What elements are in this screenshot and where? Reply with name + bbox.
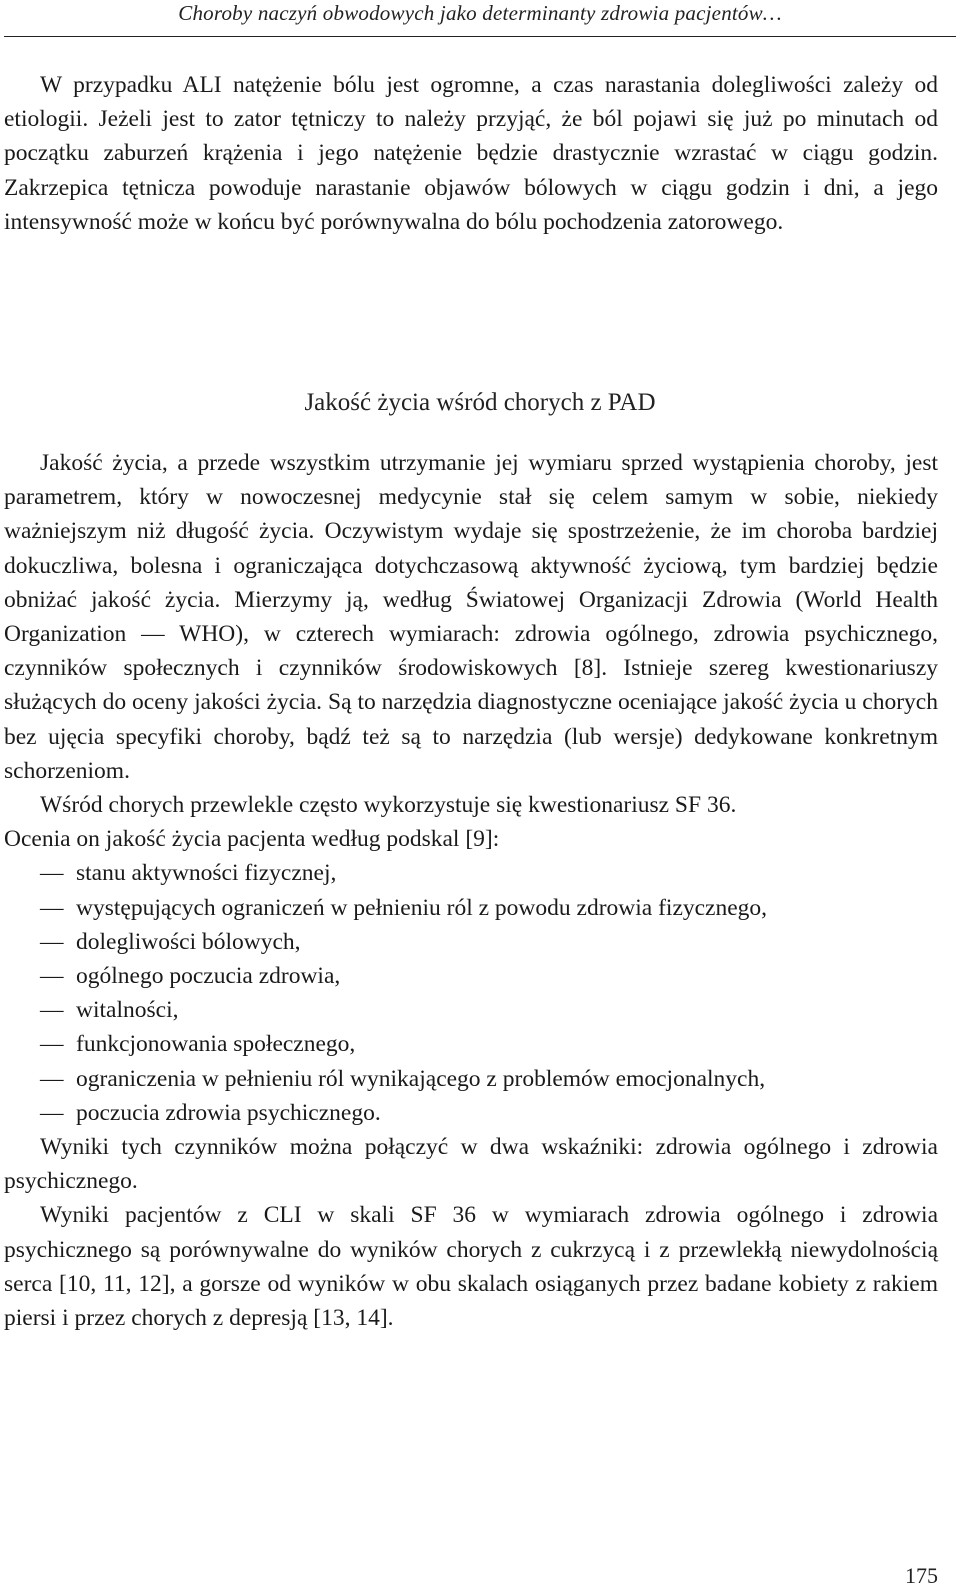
list-item-text: poczucia zdrowia psychicznego. — [76, 1099, 381, 1126]
dash-marker: — — [40, 860, 64, 887]
list-item — [4, 993, 938, 1027]
list-item — [4, 925, 938, 959]
section-paragraph-3: Wyniki tych czynników można połączyć w dwa wskaźniki: zdrowia ogólnego i zdrowia psychicznego. — [4, 1134, 938, 1195]
list-item-text: występujących ograniczeń w pełnieniu ról z powodu zdrowia fizycznego, — [76, 894, 768, 921]
list-item — [4, 1096, 938, 1130]
section-paragraph-1: Jakość życia, a przede wszystkim utrzymanie jej wymiaru sprzed wystąpienia choroby, jest parametrem, który w nowoczesnej medycynie stał się celem samym w sobie, niekiedy ważniejszym niż długość życia. Oczywistym wydaje się spostrzeżenie, że im choroba bardziej dokuczliwa, bolesna i ograniczająca dotychczasową aktywność życiową, tym bardziej będzie obniżać jakość życia. Mierzymy ją, według Światowej Organizacji Zdrowia (World Health Organization — WHO), w czterech wymiarach: zdrowia ogólnego, zdrowia psychicznego, czynników społecznych i czynników środowiskowych [8]. Istnieje szereg kwestionariuszy służących do oceny jakości życia. Są to narzędzia diagnostyczne oceniające jakość życia u chorych bez ujęcia specyfiki choroby, bądź też są to narzędzia (lub wersje) dedykowane konkretnym schorzeniom. — [4, 450, 938, 784]
list-item-text: ograniczenia w pełnieniu ról wynikającego z problemów emocjonalnych, — [76, 1065, 766, 1092]
dash-marker: — — [40, 997, 64, 1024]
dash-marker: — — [40, 1031, 64, 1058]
page-number: 175 — [905, 1563, 938, 1588]
dash-marker: — — [40, 1065, 64, 1092]
list-item — [4, 1062, 938, 1096]
running-header: Choroby naczyń obwodowych jako determinanty zdrowia pacjentów… — [4, 0, 956, 37]
list-item-text: stanu aktywności fizycznej, — [76, 860, 337, 887]
section-paragraph-2b: Ocenia on jakość życia pacjenta według podskal [9]: — [4, 826, 500, 853]
list-item-text: funkcjonowania społecznego, — [76, 1031, 356, 1058]
dash-marker: — — [40, 963, 64, 990]
list-item — [4, 856, 938, 890]
list-item — [4, 1027, 938, 1061]
dash-marker: — — [40, 1099, 64, 1126]
section-paragraph-4: Wyniki pacjentów z CLI w skali SF 36 w wymiarach zdrowia ogólnego i zdrowia psychicznego są porównywalne do wyników chorych z cukrzycą i z przewlekłą niewydolnością serca [10, 11, 12], a gorsze od wyników w obu skalach osiąganych przez badane kobiety z rakiem piersi i przez chorych z depresją [13, 14]. — [4, 1202, 938, 1332]
dash-marker: — — [40, 894, 64, 921]
list-item-text: dolegliwości bólowych, — [76, 928, 301, 955]
list-item — [4, 959, 938, 993]
section-paragraph-2a: Wśród chorych przewlekle często wykorzystuje się kwestionariusz SF 36. — [40, 792, 737, 819]
dash-marker: — — [40, 928, 64, 955]
intro-paragraph: W przypadku ALI natężenie bólu jest ogromne, a czas narastania dolegliwości zależy od etiologii. Jeżeli jest to zator tętniczy to należy przyjąć, że ból pojawi się już po minutach od początku zaburzeń krążenia i jego natężenie będzie drastycznie wzrastać w ciągu godzin. Zakrzepica tętnicza powoduje narastanie objawów bólowych w ciągu godzin i dni, a jego intensywność może w końcu być porównywalna do bólu pochodzenia zatorowego. — [4, 72, 938, 235]
section-body — [4, 446, 938, 1335]
list-item — [4, 891, 938, 925]
list-item-text: ogólnego poczucia zdrowia, — [76, 963, 341, 990]
subscale-list — [4, 856, 938, 1130]
section-heading: Jakość życia wśród chorych z PAD — [304, 389, 656, 416]
intro-section — [4, 68, 938, 239]
list-item-text: witalności, — [76, 997, 179, 1024]
